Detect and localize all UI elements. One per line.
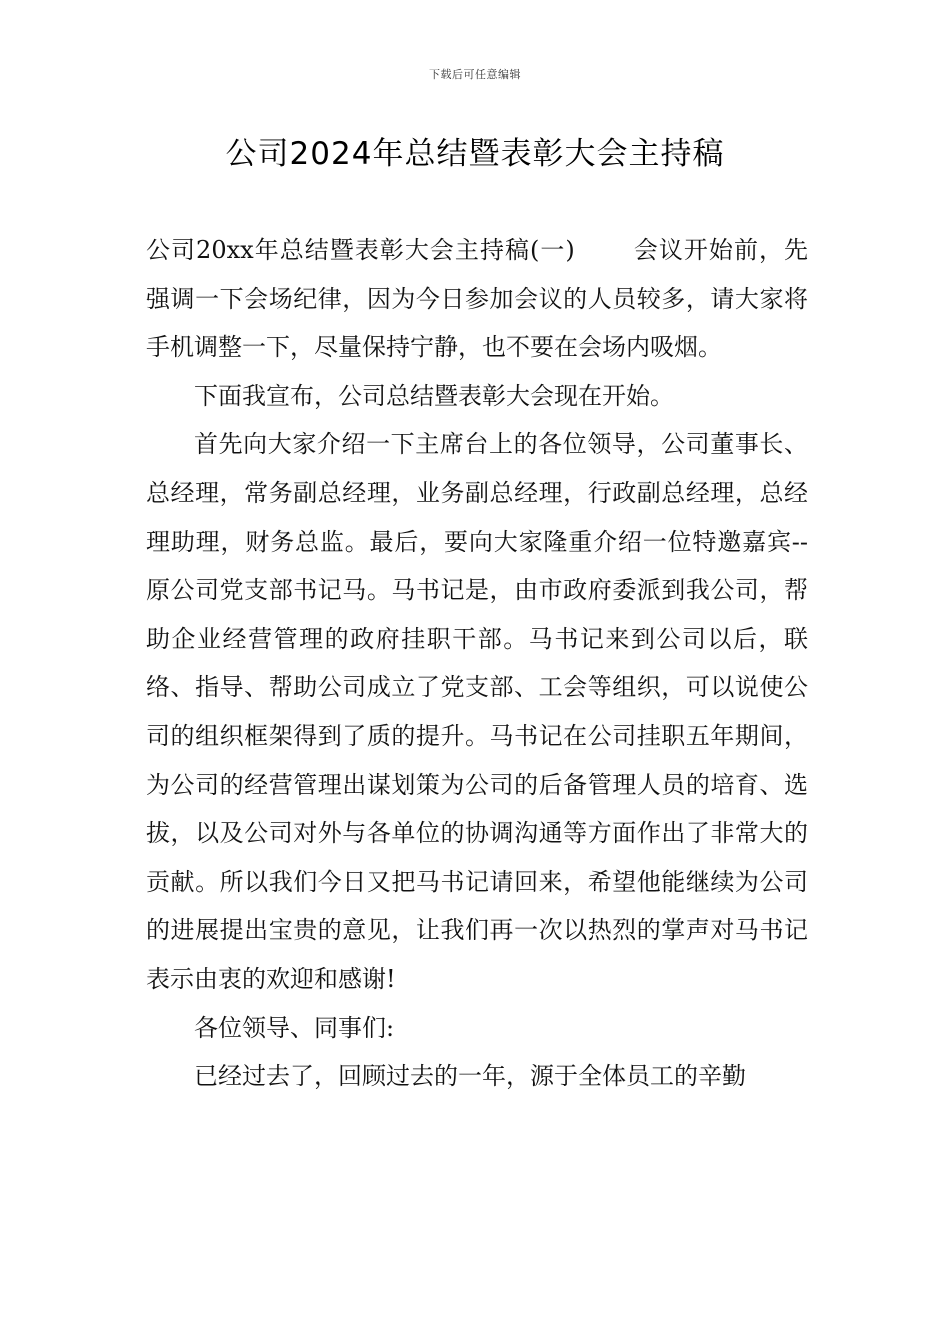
paragraph-opening: 下面我宣布，公司总结暨表彰大会现在开始。 [194, 381, 674, 410]
header-note: 下载后可任意编辑 [429, 68, 521, 81]
intro-text: 会议开始前，先强调一下会场纪律，因为今日参加会议的人员较多，请大家将手机调整一下，尽量保持宁静，也不要在会场内吸烟。 [146, 236, 808, 362]
document-title: 公司2024年总结暨表彰大会主持稿 [225, 136, 725, 172]
paragraph-greeting: 各位领导、同事们: [194, 1013, 395, 1042]
document-body [146, 226, 808, 1101]
paragraph-review: 已经过去了，回顾过去的一年，源于全体员工的辛勤 [194, 1062, 746, 1091]
intro-heading: 公司20xx年总结暨表彰大会主持稿(一) [146, 236, 575, 264]
paragraph-introductions: 首先向大家介绍一下主席台上的各位领导，公司董事长、总经理，常务副总经理，业务副总经理，行政副总经理，总经理助理，财务总监。最后，要向大家隆重介绍一位特邀嘉宾--原公司党支部书记马。马书记是，由市政府委派到我公司，帮助企业经营管理的政府挂职干部。马书记来到公司以后，联络、指导、帮助公司成立了党支部、工会等组织，可以说使公司的组织框架得到了质的提升。马书记在公司挂职五年期间，为公司的经营管理出谋划策为公司的后备管理人员的培育、选拔，以及公司对外与各单位的协调沟通等方面作出了非常大的贡献。所以我们今日又把马书记请回来，希望他能继续为公司的进展提出宝贵的意见，让我们再一次以热烈的掌声对马书记表示由衷的欢迎和感谢! [146, 430, 808, 993]
intro-paragraph [146, 226, 808, 372]
